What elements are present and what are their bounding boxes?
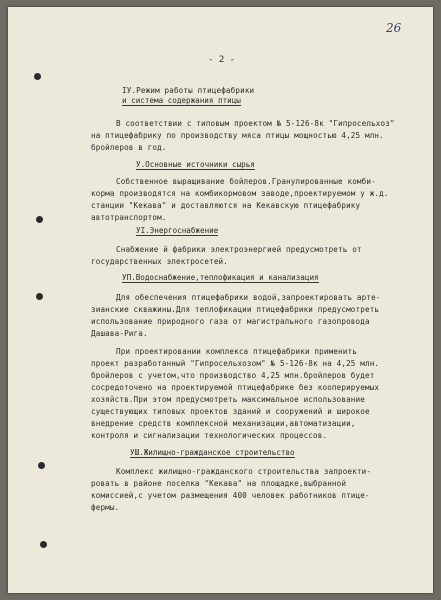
section-8-title: УШ.Жилищно-гражданское строительство bbox=[130, 448, 295, 457]
text-line: на птицефабрику по производству мяса птицы мощностью 4,25 млн. bbox=[91, 131, 384, 140]
text-line: зианские скважины.Для теплофикации птицефабрики предусмотреть bbox=[91, 305, 380, 314]
folio-number: 26 bbox=[386, 21, 402, 35]
text-line: контроля и сигнализации технологических процессов. bbox=[91, 431, 328, 440]
text-line: корма производятся на комбикормовом заводе,проектируемом у ж.д. bbox=[91, 189, 389, 198]
text-line: государственных электросетей. bbox=[91, 257, 228, 266]
text-line: станции "Кекава" и доставляются на Кекавскую птицефабрику bbox=[91, 201, 361, 210]
text-line: Дашава-Рига. bbox=[91, 329, 148, 338]
page-number: - 2 - bbox=[208, 55, 236, 65]
text-line: проект разработанный "Гипросельхозом" № 5-126-8к на 4,25 млн. bbox=[91, 359, 380, 368]
text-line: сосредоточено на проектируемой птицефабрике без кооперируемых bbox=[91, 383, 380, 392]
text-line: Для обеспечения птицефабрики водой,запроектировать арте- bbox=[116, 293, 381, 302]
text-line: комиссией,с учетом размещения 400 человек работников птице- bbox=[91, 491, 370, 500]
text-line: автотранспортом. bbox=[91, 213, 167, 222]
text-line: внедрение средств комплексной механизации,автоматизации, bbox=[91, 419, 356, 428]
punch-hole bbox=[36, 293, 43, 300]
text-line: Снабжение й фабрики электроэнергией предусмотреть от bbox=[116, 245, 362, 254]
text-line: бройлеров с учетом,что производство 4,25 млн.бройлеров будет bbox=[91, 371, 375, 380]
section-6-title: УI.Энергоснабжение bbox=[136, 226, 219, 235]
section-5-title: У.Основные источники сырья bbox=[136, 160, 255, 169]
section-7-title: УП.Водоснабжение,теплофикация и канализация bbox=[122, 273, 319, 282]
section-4-title-cont: и система содержания птицы bbox=[122, 96, 241, 105]
punch-hole bbox=[34, 73, 41, 80]
punch-hole bbox=[40, 541, 47, 548]
punch-hole bbox=[36, 216, 43, 223]
text-line: использование природного газа от магистрального газопровода bbox=[91, 317, 370, 326]
text-line: В соответствии с типовым проектом № 5-126-8к "Гипросельхоз" bbox=[116, 119, 395, 128]
text-line: хозяйств.При этом предусмотреть максимальное использование bbox=[91, 395, 365, 404]
text-line: Комплекс жилищно-гражданского строительства запроекти- bbox=[116, 467, 372, 476]
text-line: ровать в районе поселка "Кекава" на площадке,выбранной bbox=[91, 479, 347, 488]
text-line: бройлеров в год. bbox=[91, 143, 167, 152]
section-4-title: IУ.Режим работы птицефабрики bbox=[122, 86, 255, 95]
document-page bbox=[8, 7, 433, 593]
text-line: фермы. bbox=[91, 503, 120, 512]
text-line: Собственное выращивание бойлеров.Гранулированные комби- bbox=[116, 177, 376, 186]
punch-hole bbox=[38, 462, 45, 469]
text-line: существующих типовых проектов зданий и сооружений и широкое bbox=[91, 407, 370, 416]
text-line: При проектировании комплекса птицефабрики применить bbox=[116, 347, 357, 356]
